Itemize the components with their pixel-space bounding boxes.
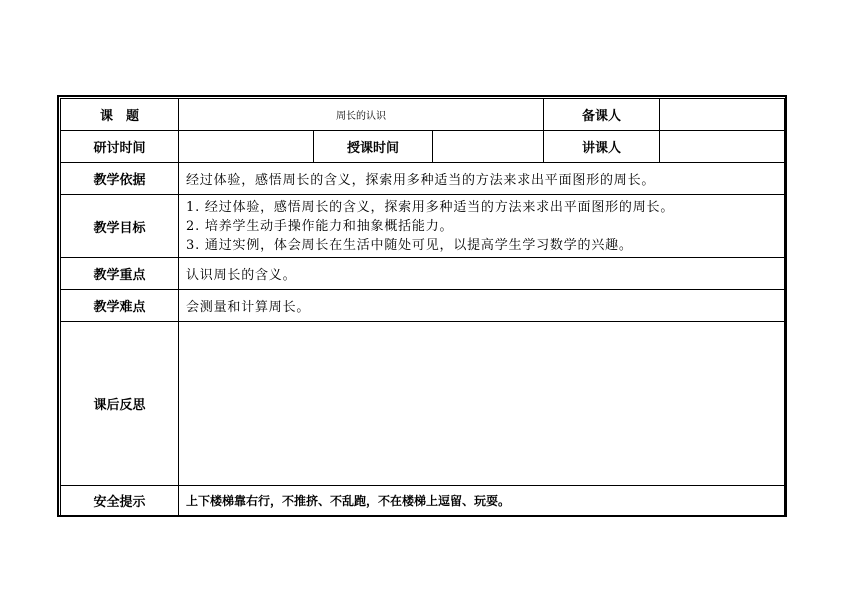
row-subject	[61, 99, 785, 131]
difficulties-label: 教学难点	[61, 290, 179, 322]
objective-item: 2. 培养学生动手操作能力和抽象概括能力。	[186, 218, 454, 234]
row-key-points	[61, 258, 785, 290]
safety-value[interactable]: 上下楼梯靠右行，不推挤、不乱跑，不在楼梯上逗留、玩耍。	[179, 486, 785, 516]
teaching-time-value[interactable]	[433, 131, 544, 163]
subject-value[interactable]: 周长的认识	[179, 99, 544, 131]
preparer-value[interactable]	[660, 99, 785, 131]
subject-label: 课 题	[61, 99, 179, 131]
row-safety	[61, 486, 785, 516]
basis-label: 教学依据	[61, 163, 179, 195]
reflection-label: 课后反思	[61, 322, 179, 486]
row-difficulties	[61, 290, 785, 322]
preparer-label: 备课人	[544, 99, 660, 131]
discussion-time-value[interactable]	[179, 131, 314, 163]
basis-value[interactable]: 经过体验，感悟周长的含义，探索用多种适当的方法来求出平面图形的周长。	[179, 163, 785, 195]
key-points-value[interactable]: 认识周长的含义。	[179, 258, 785, 290]
lecturer-label: 讲课人	[544, 131, 660, 163]
row-reflection	[61, 322, 785, 486]
lecturer-value[interactable]	[660, 131, 785, 163]
row-basis	[61, 163, 785, 195]
reflection-value[interactable]	[179, 322, 785, 486]
teaching-time-label: 授课时间	[314, 131, 433, 163]
row-times	[61, 131, 785, 163]
row-objectives	[61, 195, 785, 258]
objectives-value[interactable]	[179, 195, 785, 258]
lesson-plan-table	[60, 98, 785, 516]
key-points-label: 教学重点	[61, 258, 179, 290]
difficulties-value[interactable]: 会测量和计算周长。	[179, 290, 785, 322]
discussion-time-label: 研讨时间	[61, 131, 179, 163]
objective-item: 1. 经过体验，感悟周长的含义，探索用多种适当的方法来求出平面图形的周长。	[186, 199, 675, 215]
objectives-label: 教学目标	[61, 195, 179, 258]
safety-label: 安全提示	[61, 486, 179, 516]
objective-item: 3. 通过实例，体会周长在生活中随处可见，以提高学生学习数学的兴趣。	[186, 237, 633, 253]
